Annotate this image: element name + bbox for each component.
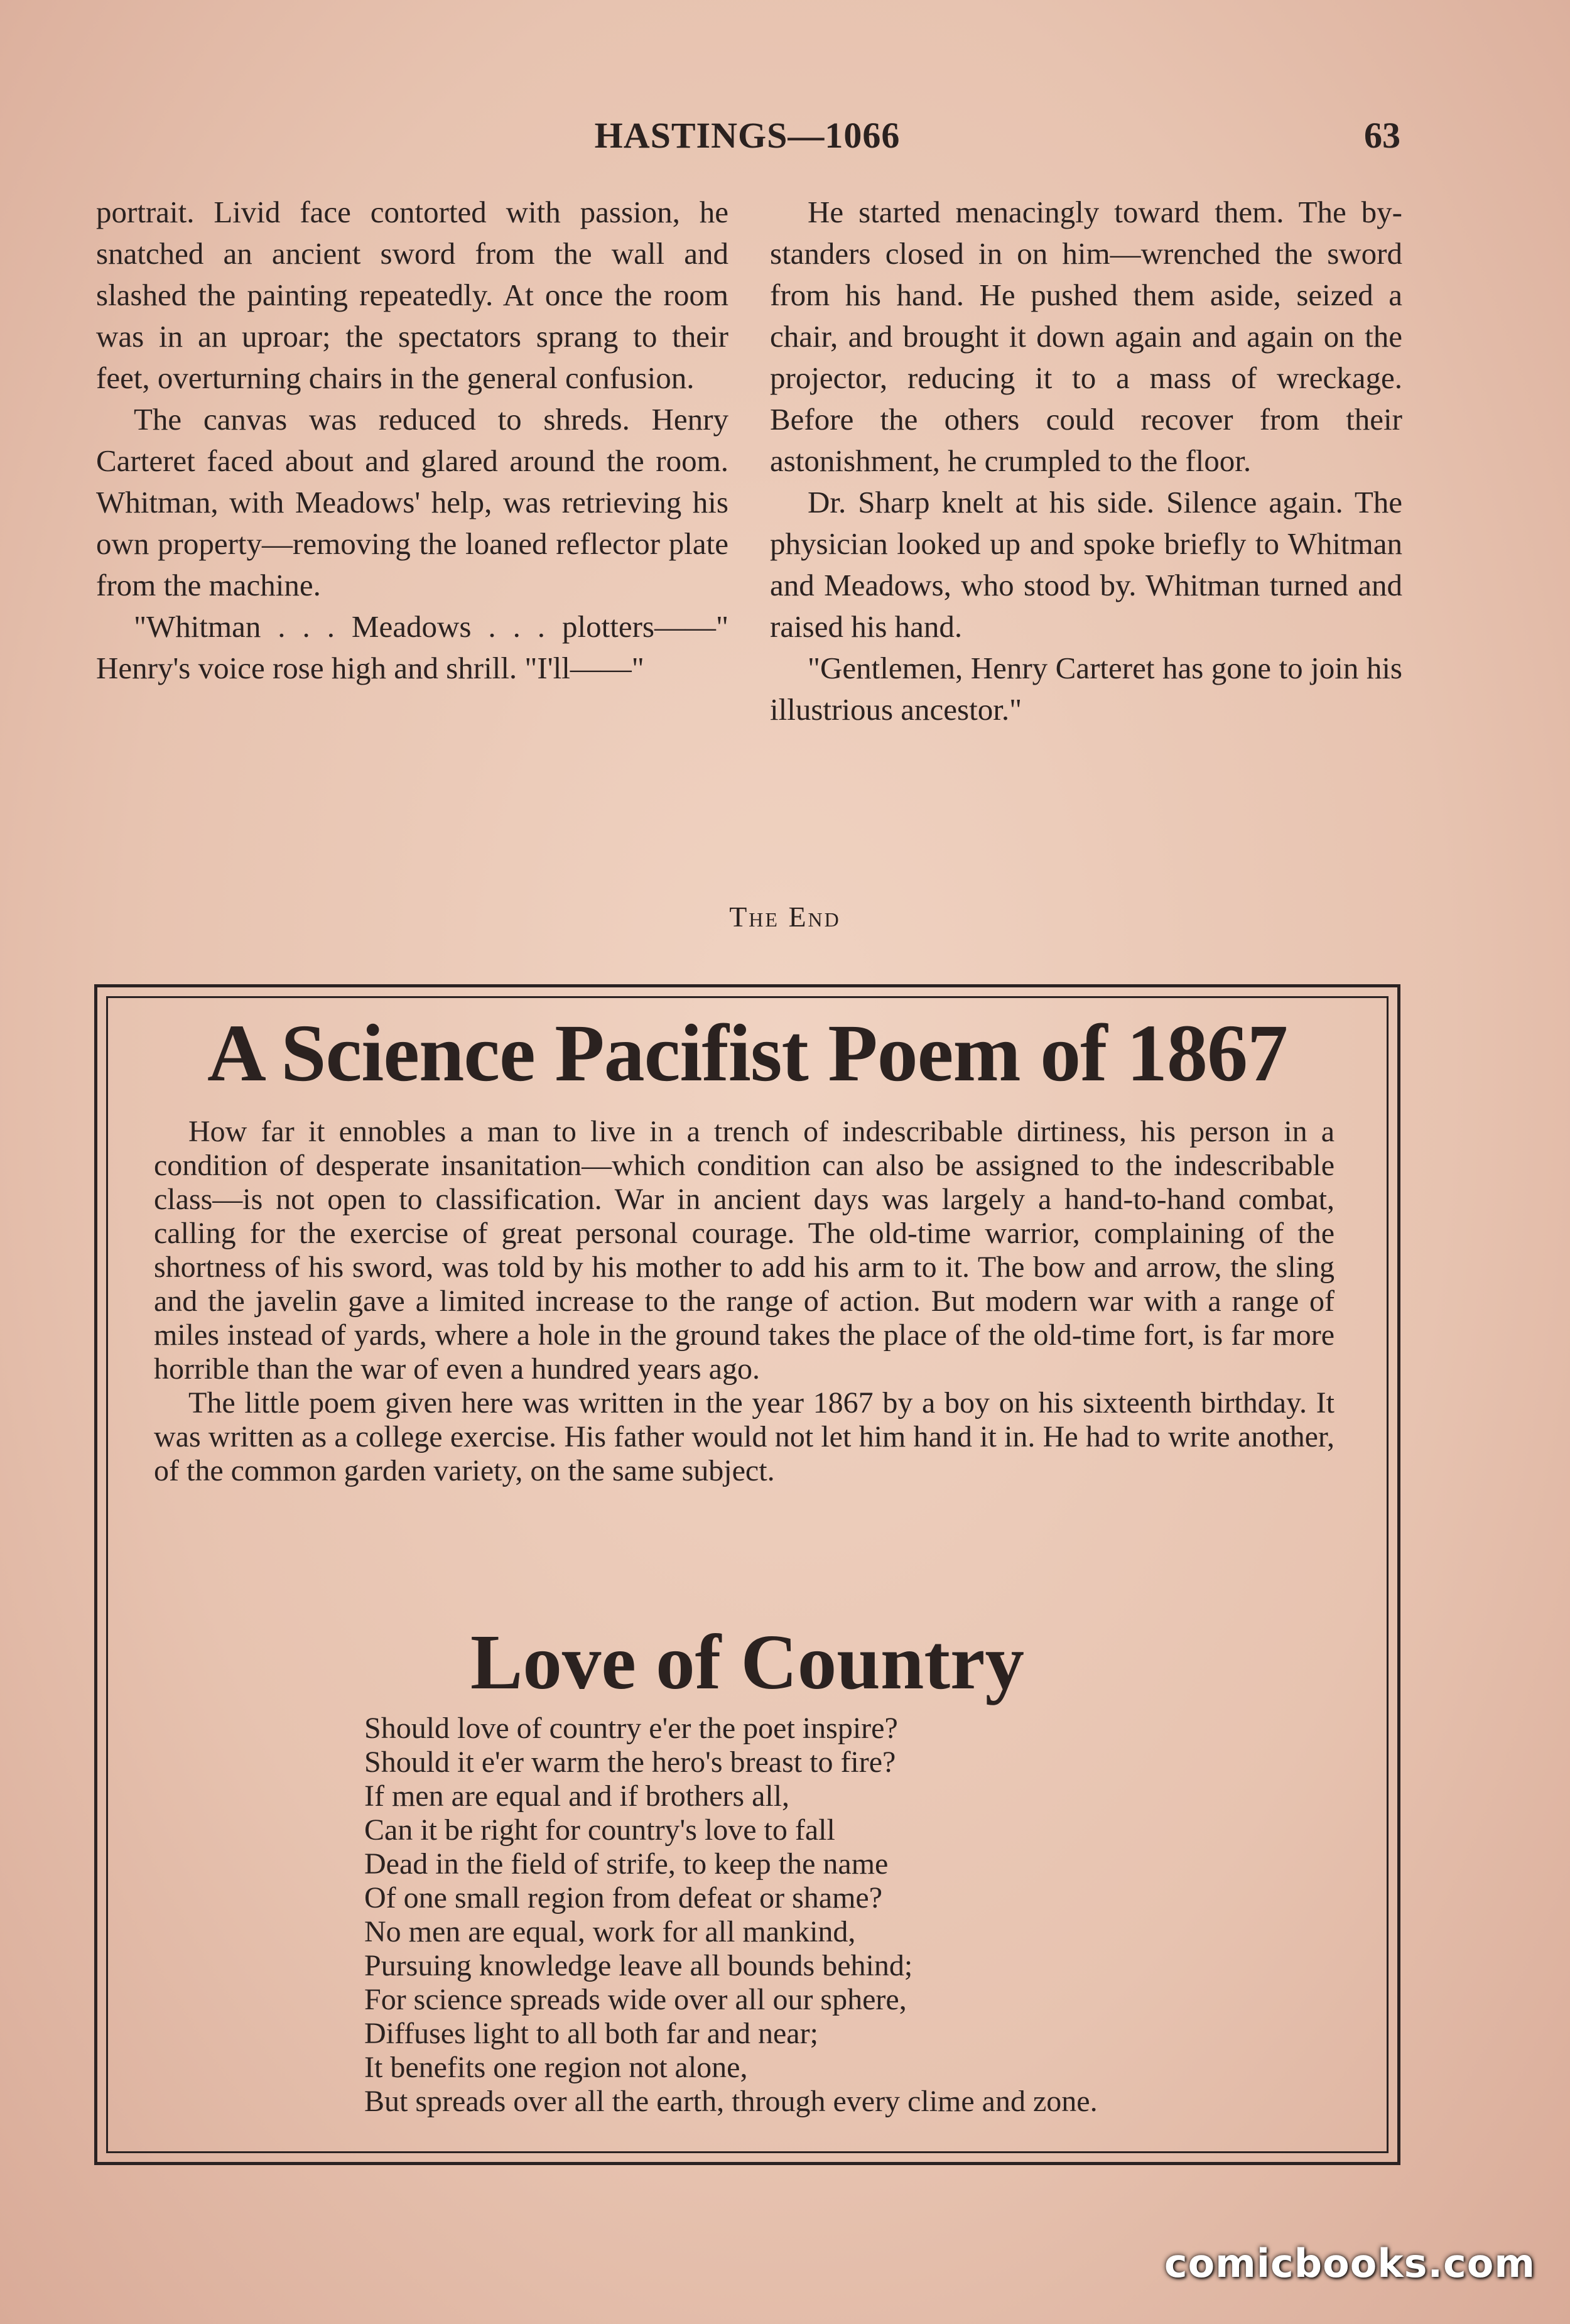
poem-line: If men are equal and if brothers all,	[364, 1779, 790, 1813]
poem-line: Dead in the field of strife, to keep the name	[364, 1847, 889, 1881]
running-title: HASTINGS—1066	[594, 115, 901, 156]
poem-line: Pursuing knowledge leave all bounds behind;	[364, 1949, 913, 1982]
poem-line: For science spreads wide over all our sphere,	[364, 1983, 907, 2016]
left-column	[96, 192, 728, 730]
the-end-label: The End	[729, 901, 841, 933]
story-paragraph: The canvas was reduced to shreds. Henry Carteret faced about and glared around the room. Whitman, with Meadows' help, was retrieving his own property—removing the loaned reflector plate from the machine.	[96, 402, 728, 602]
poem-line: Of one small region from defeat or shame?	[364, 1881, 883, 1914]
poem-line: No men are equal, work for all mankind,	[364, 1915, 856, 1948]
feature-intro	[154, 1115, 1334, 1488]
feature-box	[94, 984, 1400, 2165]
poem-line: Diffuses light to all both far and near;	[364, 2017, 818, 2050]
poem-title: Love of Country	[470, 1619, 1024, 1706]
watermark: comicbooks.com	[1164, 2240, 1535, 2286]
story-paragraph: He started menacingly toward them. The by-standers closed in on him—wrenched the sword from his hand. He pushed them aside, seized a chair, and brought it down again and again on the projector, reducing it to a mass of wreckage. Before the others could recover from their astonishment, he crumpled to the floor.	[770, 195, 1402, 478]
story-paragraph: portrait. Livid face contorted with passion, he snatched an ancient sword from the wall and slashed the painting repeatedly. At once the room was in an uproar; the spectators sprang to their feet, overturning chairs in the general confusion.	[96, 195, 728, 395]
poem-line: It benefits one region not alone,	[364, 2051, 748, 2084]
intro-paragraph: The little poem given here was written in the year 1867 by a boy on his sixteenth birthday. It was written as a college exercise. His father would not let him hand it in. He had to write another, of the common garden variety, on the same subject.	[154, 1386, 1334, 1487]
intro-paragraph: How far it ennobles a man to live in a trench of indescribable dirtiness, his person in a condition of desperate insanitation—which condition can also be assigned to the indescribable class—is not open to classification. War in ancient days was largely a hand-to-hand combat, calling for the exercise of great personal courage. The old-time warrior, complaining of the shortness of his sword, was told by his mother to add his arm to it. The bow and arrow, the sling and the javelin gave a limited increase to the range of action. But modern war with a range of miles instead of yards, where a hole in the ground takes the place of the old-time fort, is far more horrible than the war of even a hundred years ago.	[154, 1115, 1334, 1386]
right-column	[770, 192, 1402, 730]
story-paragraph: Dr. Sharp knelt at his side. Silence again. The physician looked up and spoke briefly to Whitman and Meadows, who stood by. Whitman turned and raised his hand.	[770, 485, 1402, 644]
poem	[364, 1712, 1369, 2119]
story-paragraph: "Whitman . . . Meadows . . . plotters——" Henry's voice rose high and shrill. "I'll——"	[96, 609, 728, 685]
poem-line: Can it be right for country's love to fall	[364, 1813, 835, 1847]
running-head	[94, 114, 1400, 165]
page-number: 63	[1364, 115, 1400, 156]
story-paragraph: "Gentlemen, Henry Carteret has gone to join his illustrious ancestor."	[770, 651, 1402, 727]
feature-title: A Science Pacifist Poem of 1867	[207, 1008, 1287, 1099]
poem-line: Should love of country e'er the poet inspire?	[364, 1712, 898, 1745]
poem-line: Should it e'er warm the hero's breast to fire?	[364, 1746, 896, 1779]
story-columns	[96, 192, 1402, 730]
poem-line: But spreads over all the earth, through every clime and zone.	[364, 2085, 1098, 2118]
